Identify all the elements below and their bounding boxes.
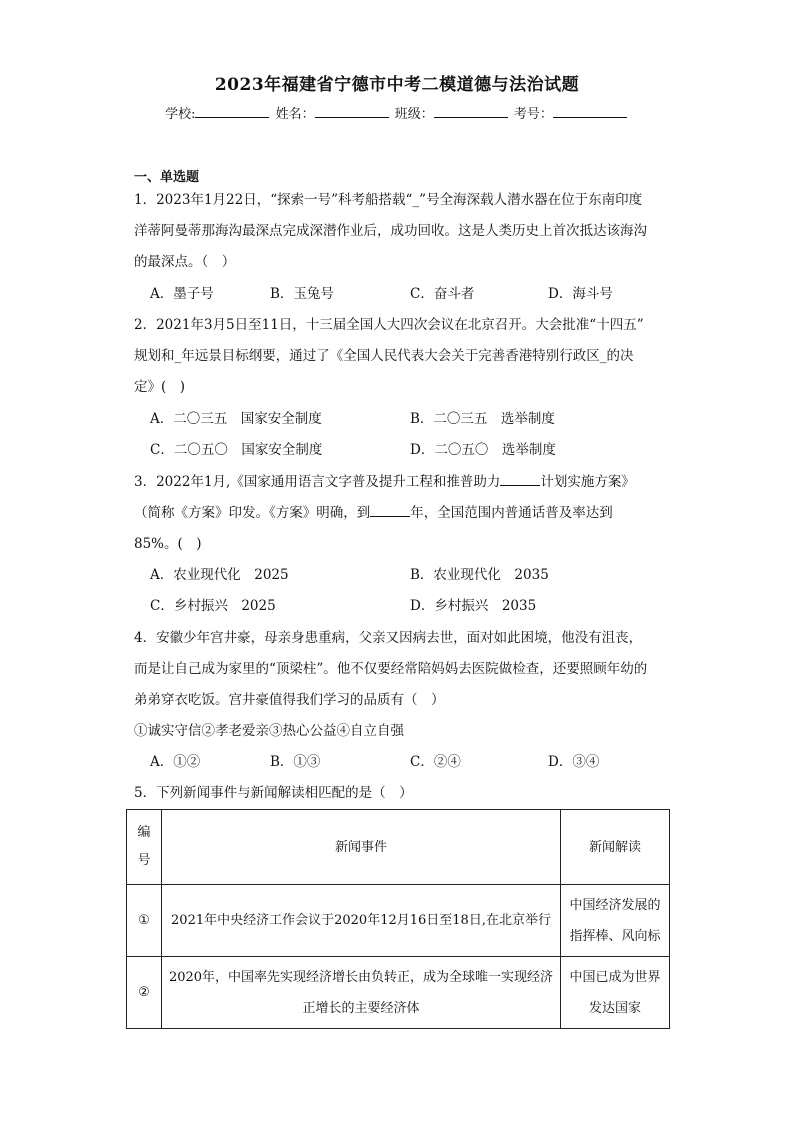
section-heading: 一、单选题 — [134, 170, 200, 185]
q3-blank-1 — [500, 473, 540, 486]
row-2-event: 2020年，中国率先实现经济增长由负转正，成为全球唯一实现经济正增长的主要经济体 — [162, 957, 561, 1029]
school-blank[interactable] — [195, 105, 269, 118]
q2-line-1: 2．2021年3月5日至11日，十三届全国人大四次会议在北京召开。大会批准“十四五” — [134, 317, 644, 333]
table-row — [127, 957, 670, 1029]
row-1-reading: 中国经济发展的指挥棒、风向标 — [561, 885, 670, 957]
class-blank[interactable] — [434, 105, 508, 118]
q2-option-b[interactable]: B．二〇三五 选举制度 — [410, 411, 555, 427]
q2-option-a[interactable]: A．二〇三五 国家安全制度 — [150, 411, 322, 427]
q4-items: ①诚实守信②孝老爱亲③热心公益④自立自强 — [134, 723, 404, 739]
name-label: 姓名： — [275, 107, 315, 122]
row-1-no: ① — [127, 885, 162, 957]
q1-option-a[interactable]: A．墨子号 — [150, 286, 214, 302]
q4-option-d[interactable]: D．③④ — [548, 754, 600, 770]
q3-line-1-a: 3．2022年1月,《国家通用语言文字普及提升工程和推普助力 — [134, 474, 501, 490]
q3-line-2-b: 年，全国范围内普通话普及率达到 — [410, 505, 613, 521]
student-info-line — [0, 103, 794, 122]
q1-option-c[interactable]: C．奋斗者 — [410, 286, 475, 302]
name-blank[interactable] — [315, 105, 389, 118]
q1-option-b[interactable]: B．玉兔号 — [270, 286, 334, 302]
q1-option-d[interactable]: D．海斗号 — [548, 286, 613, 302]
q3-option-a[interactable]: A．农业现代化 2025 — [150, 567, 289, 583]
q3-line-2 — [134, 504, 613, 522]
q4-line-1: 4．安徽少年宫井豪，母亲身患重病，父亲又因病去世，面对如此困境，他没有沮丧， — [134, 630, 643, 646]
table-row — [127, 885, 670, 957]
q3-line-3: 85%。( ) — [134, 536, 202, 552]
q4-option-b[interactable]: B．①③ — [270, 754, 321, 770]
school-label: 学校: — [165, 107, 196, 122]
q2-line-2: 规划和_年远景目标纲要，通过了《全国人民代表大会关于完善香港特别行政区_的决 — [134, 348, 634, 364]
q4-line-2: 而是让自己成为家里的“顶梁柱”。他不仅要经常陪妈妈去医院做检查，还要照顾年幼的 — [134, 661, 648, 677]
q2-option-d[interactable]: D．二〇五〇 选举制度 — [410, 442, 556, 458]
q4-line-3: 弟弟穿衣吃饭。宫井豪值得我们学习的品质有（ ） — [134, 692, 445, 708]
header-no: 编号 — [127, 810, 162, 885]
q1-line-1: 1．2023年1月22日，“探索一号”科考船搭载“_”号全海深载人潜水器在位于东南印度 — [134, 192, 643, 208]
q5-stem: 5．下列新闻事件与新闻解读相匹配的是（ ） — [134, 785, 413, 801]
q3-option-c[interactable]: C．乡村振兴 2025 — [150, 598, 276, 614]
class-label: 班级： — [394, 107, 434, 122]
q3-option-b[interactable]: B．农业现代化 2035 — [410, 567, 549, 583]
q2-option-c[interactable]: C．二〇五〇 国家安全制度 — [150, 442, 323, 458]
q3-line-1 — [134, 473, 635, 491]
exam-no-blank[interactable] — [553, 105, 627, 118]
row-2-no: ② — [127, 957, 162, 1029]
q1-line-2: 洋蒂阿曼蒂那海沟最深点完成深潜作业后，成功回收。这是人类历史上首次抵达该海沟 — [134, 223, 647, 239]
q3-blank-2 — [370, 504, 410, 517]
row-1-event: 2021年中央经济工作会议于2020年12月16日至18日,在北京举行 — [162, 885, 561, 957]
row-2-reading: 中国已成为世界发达国家 — [561, 957, 670, 1029]
table-header-row — [127, 810, 670, 885]
header-event: 新闻事件 — [162, 810, 561, 885]
header-reading: 新闻解读 — [561, 810, 670, 885]
exam-no-label: 考号： — [513, 107, 553, 122]
exam-title: 2023年福建省宁德市中考二模道德与法治试题 — [214, 75, 580, 95]
q4-option-a[interactable]: A．①② — [150, 754, 201, 770]
q3-line-1-b: 计划实施方案》 — [540, 474, 635, 490]
q3-line-2-a: （简称《方案》印发。《方案》明确，到 — [134, 505, 371, 521]
q3-option-d[interactable]: D．乡村振兴 2035 — [410, 598, 537, 614]
q1-line-3: 的最深点。（ ） — [134, 254, 236, 270]
q4-option-c[interactable]: C．②④ — [410, 754, 461, 770]
news-table — [126, 809, 670, 1029]
q2-line-3: 定》( ) — [134, 379, 186, 395]
